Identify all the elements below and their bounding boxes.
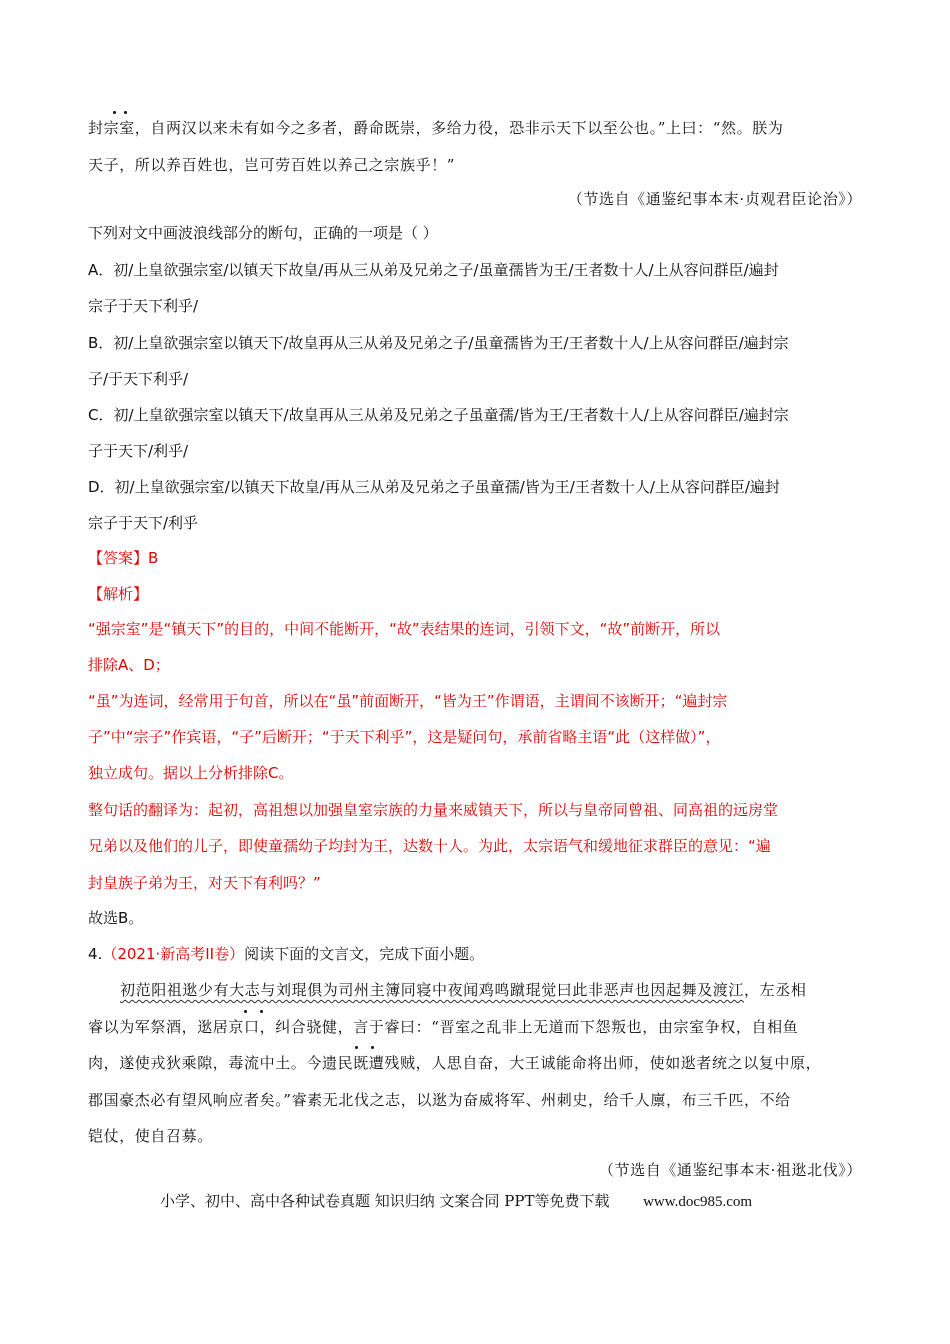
option-b-line2: 子/于天下利乎/ bbox=[88, 370, 189, 388]
passage1-source: （节选自《通鉴纪事本末·贞观君臣论治》） bbox=[567, 190, 862, 208]
option-a-line1: A．初/上皇欲强宗室/以镇天下故皇/再从三从弟及兄弟之子/虽童孺皆为王/王者数十人/上从容问群臣/遍封 bbox=[88, 261, 779, 279]
emphasis-dot bbox=[124, 111, 127, 114]
wavy-underlined-text: 初范阳祖逖少有大志与刘琨俱为司州主簿同寝中夜闻鸡鸣蹴琨觉曰此非恶声也因起舞及渡江 bbox=[120, 981, 745, 999]
option-d-line1: D．初/上皇欲强宗室/以镇天下故皇/再从三从弟及兄弟之子虽童孺/皆为王/王者数十人/上从容问群臣/遍封 bbox=[88, 478, 780, 496]
question-stem: 下列对文中画波浪线部分的断句，正确的一项是（ ） bbox=[88, 224, 438, 242]
passage1-line2: 天子，所以养百姓也，岂可劳百姓以养己之宗族乎！” bbox=[88, 156, 456, 174]
q4-passage-line3: 肉，遂使戎狄乘隙，毒流中土。今遗民既遭残贼，人思自奋，大王诚能命将出师，使如逖者统之以复中原， bbox=[88, 1054, 822, 1072]
option-c-line2: 子于天下/利乎/ bbox=[88, 442, 189, 460]
q4-number: 4. bbox=[88, 945, 103, 963]
emphasis-dot bbox=[355, 1046, 358, 1049]
emphasis-dot bbox=[371, 1046, 374, 1049]
analysis-line: 排除A、D； bbox=[88, 656, 170, 674]
option-a-line2: 宗子于天下利乎/ bbox=[88, 297, 199, 315]
q4-passage-line2: 睿以为军祭酒，逖居京口，纠合骁健，言于睿曰：“晋室之乱非上无道而下怨叛也，由宗室争权，自相鱼 bbox=[88, 1018, 799, 1036]
passage1-line1: 封宗室，自两汉以来未有如今之多者，爵命既崇，多给力役，恐非示天下以至公也。”上曰：“然。朕为 bbox=[88, 119, 784, 137]
emphasis-dot bbox=[260, 1010, 263, 1013]
q4-source-tag: （2021·新高考II卷） bbox=[102, 945, 245, 963]
option-c-line1: C．初/上皇欲强宗室以镇天下/故皇再从三从弟及兄弟之子虽童孺/皆为王/王者数十人/上从容问群臣/遍封宗 bbox=[88, 406, 789, 424]
emphasis-dot bbox=[113, 111, 116, 114]
q4-passage-line5: 铠仗，使自召募。 bbox=[88, 1127, 213, 1145]
emphasis-dot bbox=[244, 1010, 247, 1013]
analysis-label: 【解析】 bbox=[88, 585, 149, 603]
footer-link[interactable]: www.doc985.com bbox=[643, 1194, 753, 1210]
q4-header bbox=[88, 944, 484, 964]
analysis-conclusion: 故选B。 bbox=[88, 909, 144, 927]
q4-passage-line4: 郡国豪杰必有望风响应者矣。”睿素无北伐之志，以逖为奋威将军、州刺史，给千人廪，布三千匹，不给 bbox=[88, 1091, 791, 1109]
option-b-line1: B．初/上皇欲强宗室以镇天下/故皇再从三从弟及兄弟之子/虽童孺皆为王/王者数十人/上从容问群臣/遍封宗 bbox=[88, 334, 789, 352]
q4-instruction: 阅读下面的文言文，完成下面小题。 bbox=[244, 945, 485, 963]
q4-passage-line1: 初范阳祖逖少有大志与刘琨俱为司州主簿同寝中夜闻鸡鸣蹴琨觉曰此非恶声也因起舞及渡江，左丞相 bbox=[120, 981, 807, 999]
analysis-line: “虽”为连词，经常用于句首，所以在“虽”前面断开，“皆为王”作谓语，主谓间不该断开；“遍封宗 bbox=[88, 692, 728, 710]
footer-text: 小学、初中、高中各种试卷真题 知识归纳 文案合同 PPT等免费下载 bbox=[160, 1192, 610, 1210]
analysis-line: 兄弟以及他们的儿子，即使童孺幼子均封为王，达数十人。为此，太宗语气和缓地征求群臣的意见：“遍 bbox=[88, 837, 771, 855]
option-d-line2: 宗子于天下/利乎 bbox=[88, 514, 199, 532]
analysis-line: 整句话的翻译为：起初，高祖想以加强皇室宗族的力量来威镇天下，所以与皇帝同曾祖、同高祖的远房堂 bbox=[88, 801, 779, 819]
analysis-line: 子”中“宗子”作宾语，“子”后断开；“于天下利乎”，这是疑问句，承前省略主语“此（这样做）”， bbox=[88, 728, 721, 746]
answer-label: 【答案】B bbox=[88, 549, 159, 567]
analysis-line: “强宗室”是“镇天下”的目的，中间不能断开，“故”表结果的连词，引领下文，“故”前断开，所以 bbox=[88, 620, 721, 638]
analysis-line: 封皇族子弟为王，对天下有利吗？” bbox=[88, 874, 321, 892]
q4-passage-source: （节选自《通鉴纪事本末·祖逖北伐》） bbox=[598, 1161, 862, 1179]
analysis-line: 独立成句。据以上分析排除C。 bbox=[88, 764, 294, 782]
footer bbox=[160, 1191, 752, 1212]
